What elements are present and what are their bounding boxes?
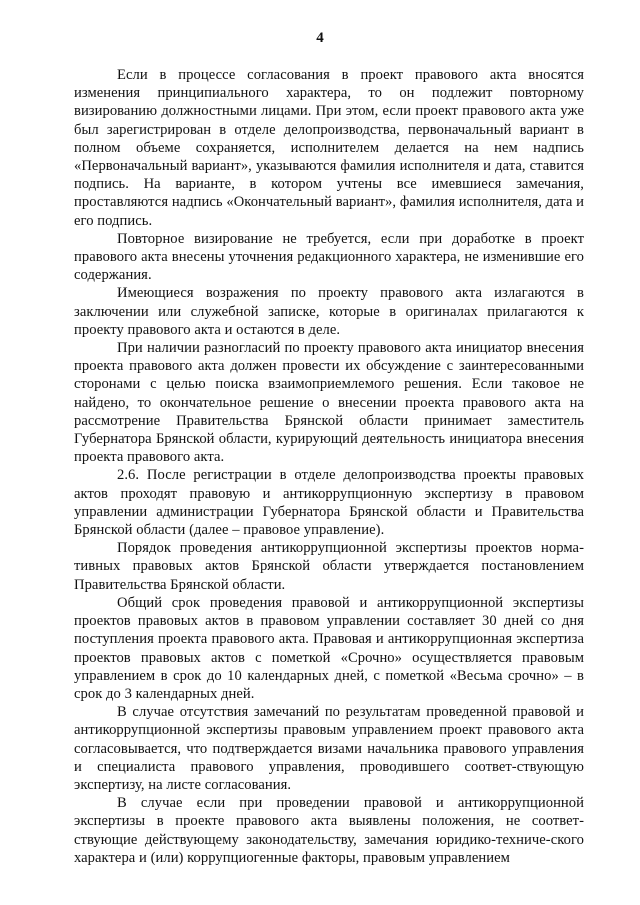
paragraph-objections: Имеющиеся возражения по проекту правового акта излагаются в заключении или служебной записке, которые в оригиналах прилагаются к проекту правового акта и остаются в деле. [74,285,584,338]
paragraph-no-repeat-approval: Повторное визирование не требуется, если при доработке в проект правового акта внесены уточнения редакционного характера, не изменившие его содержания. [74,230,584,284]
paragraph-section-2-6: 2.6. После регистрации в отделе делопроизводства проекты правовых актов проходят правовую и антикоррупционную экспертизу в правовом управлении администрации Губернатора Брянской области и Правительства Брянской области (далее – правовое управление). [74,467,584,539]
paragraph-revision-reapproval: Если в процессе согласования в проект правового акта вносятся изменения принципиального характера, то он подлежит повторному визированию должностными лицами. При этом, если проект правового акта уже был зарегистрирован в отделе делопроизводства, первоначальный вариант в полном объеме сохраняется, исполнителем делается на нем надпись «Первоначальный вариант», указываются фамилия исполнителя и дата, ставится подпись. На варианте, в котором учтены все имевшиеся замечания, проставляются надпись «Окончательный вариант», фамилия исполнителя, дата и его подпись. [74,67,584,229]
paragraph-disagreements: При наличии разногласий по проекту правового акта инициатор внесения проекта правового акта должен провести их обсуждение с заинтересованными сторонами с целью поиска взаимоприемлемого решения. Если таковое не найдено, то окончательное решение о внесении проекта правового акта на рассмотрение Правительства Брянской области принимает заместитель Губернатора Брянской области, курирующий деятельность инициатора внесения проекта правового акта. [74,340,584,466]
paragraph-violations-found: В случае если при проведении правовой и антикоррупционной экспертизы в проекте правового акта выявлены положения, не соответ-ствующие действующему законодательству, замечания юридико-техниче-ского характера и (или) коррупциогенные факторы, правовым управлением [74,795,584,866]
paragraph-anticorruption-procedure: Порядок проведения антикоррупционной экспертизы проектов норма-тивных правовых актов Брянской области утверждается постановлением Правительства Брянской области. [74,540,584,593]
paragraph-no-remarks: В случае отсутствия замечаний по результатам проведенной правовой и антикоррупционной экспертизы правовым управлением проект правового акта согласовывается, что подтверждается визами начальника правового управления и специалиста правового управления, проводившего соответ-ствующую экспертизу, на листе согласования. [74,704,584,793]
document-body [74,66,584,867]
paragraph-expertise-deadlines: Общий срок проведения правовой и антикоррупционной экспертизы проектов правовых актов в правовом управлении составляет 30 дней со дня поступления проекта правового акта. Правовая и антикоррупционная экспертиза проектов правовых актов с пометкой «Срочно» осуществляется правовым управлением в срок до 10 календарных дней, с пометкой «Весьма срочно» – в срок до 3 календарных дней. [74,594,584,702]
page-number: 4 [316,30,324,46]
